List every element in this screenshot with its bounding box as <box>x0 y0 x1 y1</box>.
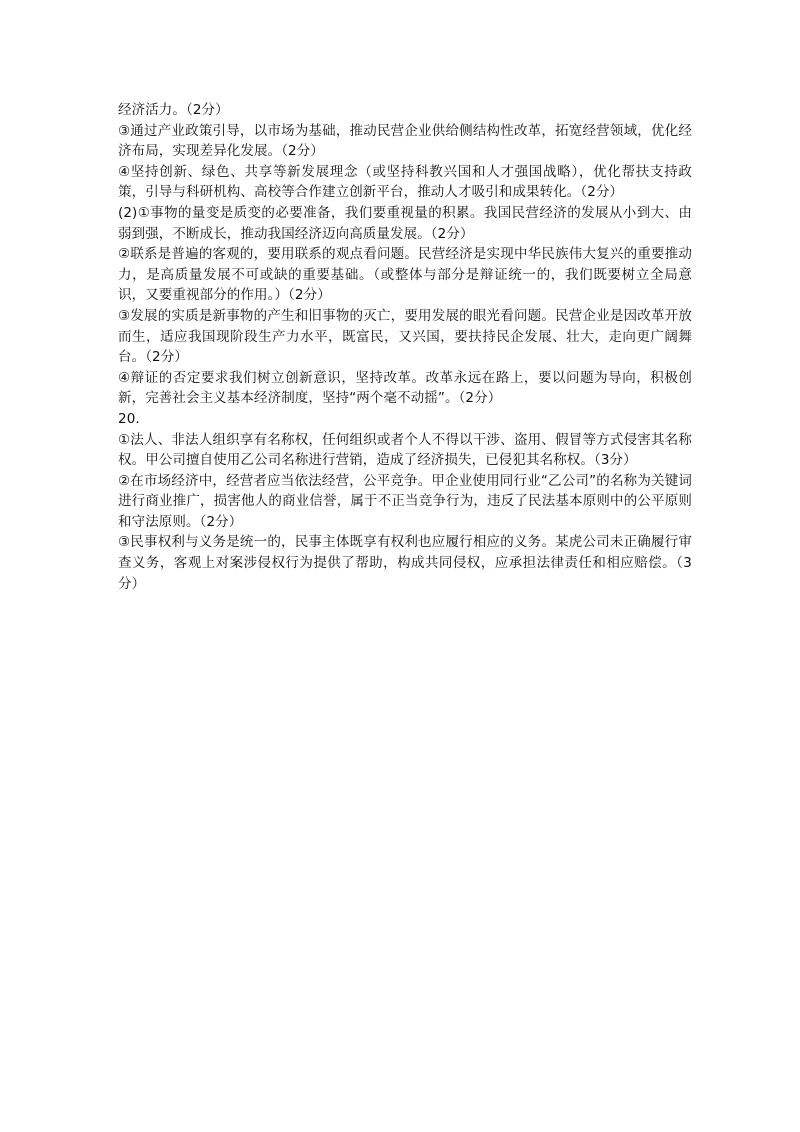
paragraph-name-right: ①法人、非法人组织享有名称权，任何组织或者个人不得以干涉、盗用、假冒等方式侵害其名称权。甲公司擅自使用乙公司名称进行营销，造成了经济损失，已侵犯其名称权。（3分） <box>118 431 692 469</box>
paragraph-innovation: ④坚持创新、绿色、共享等新发展理念（或坚持科教兴国和人才强国战略），优化帮扶支持政策，引导与科研机构、高校等合作建立创新平台，推动人才吸引和成果转化。（2分） <box>118 163 692 201</box>
question-number-20: 20. <box>118 410 140 427</box>
paragraph-development: ③发展的实质是新事物的产生和旧事物的灭亡，要用发展的眼光看问题。民营企业是因改革开放而生，适应我国现阶段生产力水平，既富民，又兴国，要扶持民企发展、壮大，走向更广阔舞台。（2分） <box>118 307 692 366</box>
answer-text-block <box>118 100 692 594</box>
paragraph-economic-vitality: 经济活力。（2分） <box>118 102 229 118</box>
paragraph-connection: ②联系是普遍的客观的，要用联系的观点看问题。民营经济是实现中华民族伟大复兴的重要推动力，是高质量发展不可或缺的重要基础。（或整体与部分是辩证统一的，我们既要树立全局意识，又要重视部分的作用。）（2分） <box>118 246 692 304</box>
paragraph-industrial-policy: ③通过产业政策引导，以市场为基础，推动民营企业供给侧结构性改革，拓宽经营领域，优化经济布局，实现差异化发展。（2分） <box>118 122 692 160</box>
paragraph-quantitative-change: (2)①事物的量变是质变的必要准备，我们要重视量的积累。我国民营经济的发展从小到大、由弱到强，不断成长，推动我国经济迈向高质量发展。（2分） <box>118 204 692 242</box>
paragraph-rights-obligations: ③民事权利与义务是统一的，民事主体既享有权利也应履行相应的义务。某虎公司未正确履行审查义务，客观上对案涉侵权行为提供了帮助，构成共同侵权，应承担法律责任和相应赔偿。（3分） <box>118 534 692 592</box>
paragraph-dialectical-negation: ④辩证的否定要求我们树立创新意识，坚持改革。改革永远在路上，要以问题为导向，积极创新，完善社会主义基本经济制度，坚持“两个毫不动摇”。（2分） <box>118 369 692 407</box>
paragraph-fair-competition: ②在市场经济中，经营者应当依法经营，公平竞争。甲企业使用同行业“乙公司”的名称为关键词进行商业推广，损害他人的商业信誉，属于不正当竞争行为，违反了民法基本原则中的公平原则和守法原则。（2分） <box>118 472 692 530</box>
